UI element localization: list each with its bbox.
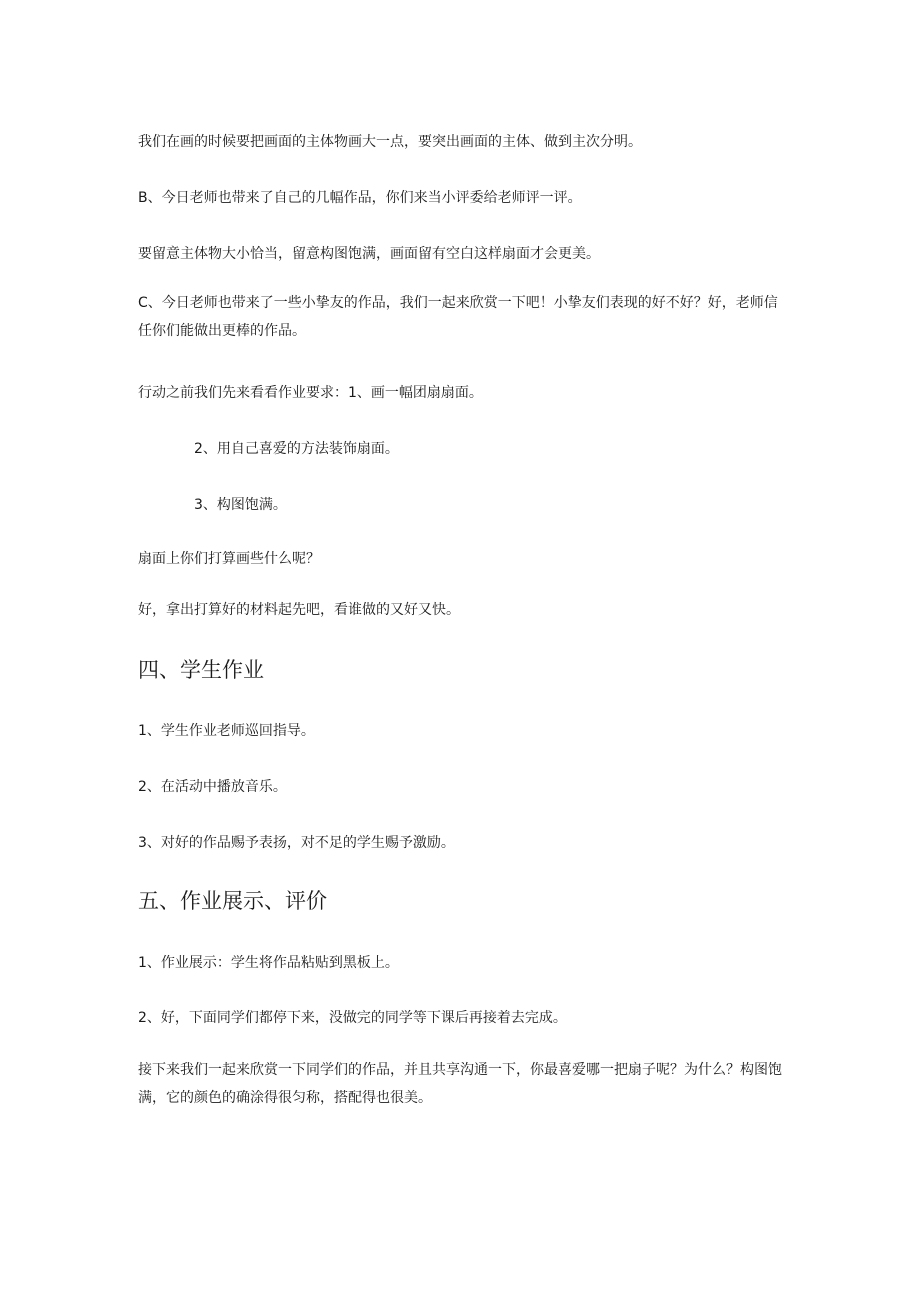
list-item: 1、作业展示：学生将作品粘贴到黑板上。	[138, 955, 399, 971]
requirement-item: 3、构图饱满。	[194, 497, 287, 513]
list-item: 2、好，下面同学们都停下来，没做完的同学等下课后再接着去完成。	[138, 1010, 567, 1026]
section-heading: 四、学生作业	[138, 658, 264, 682]
requirement-item: 2、用自己喜爱的方法装饰扇面。	[194, 441, 399, 457]
paragraph: C、今日老师也带来了一些小挚友的作品，我们一起来欣赏一下吧！小挚友们表现的好不好？好，老师信任你们能做出更棒的作品。	[138, 295, 778, 339]
paragraph: 行动之前我们先来看看作业要求：1、画一幅团扇扇面。	[138, 385, 483, 401]
paragraph: B、今日老师也带来了自己的几幅作品，你们来当小评委给老师评一评。	[138, 190, 582, 206]
paragraph: 扇面上你们打算画些什么呢？	[138, 551, 320, 567]
section-heading: 五、作业展示、评价	[138, 889, 327, 913]
list-item: 3、对好的作品赐予表扬，对不足的学生赐予激励。	[138, 835, 455, 851]
paragraph: 要留意主体物大小恰当，留意构图饱满，画面留有空白这样扇面才会更美。	[138, 246, 600, 262]
paragraph: 好，拿出打算好的材料起先吧，看谁做的又好又快。	[138, 602, 460, 618]
list-item: 2、在活动中播放音乐。	[138, 779, 287, 795]
paragraph: 我们在画的时候要把画面的主体物画大一点，要突出画面的主体、做到主次分明。	[138, 134, 642, 150]
paragraph: 接下来我们一起来欣赏一下同学们的作品，并且共享沟通一下，你最喜爱哪一把扇子呢？为什么？构图饱满，它的颜色的确涂得很匀称，搭配得也很美。	[138, 1062, 782, 1106]
list-item: 1、学生作业老师巡回指导。	[138, 723, 315, 739]
